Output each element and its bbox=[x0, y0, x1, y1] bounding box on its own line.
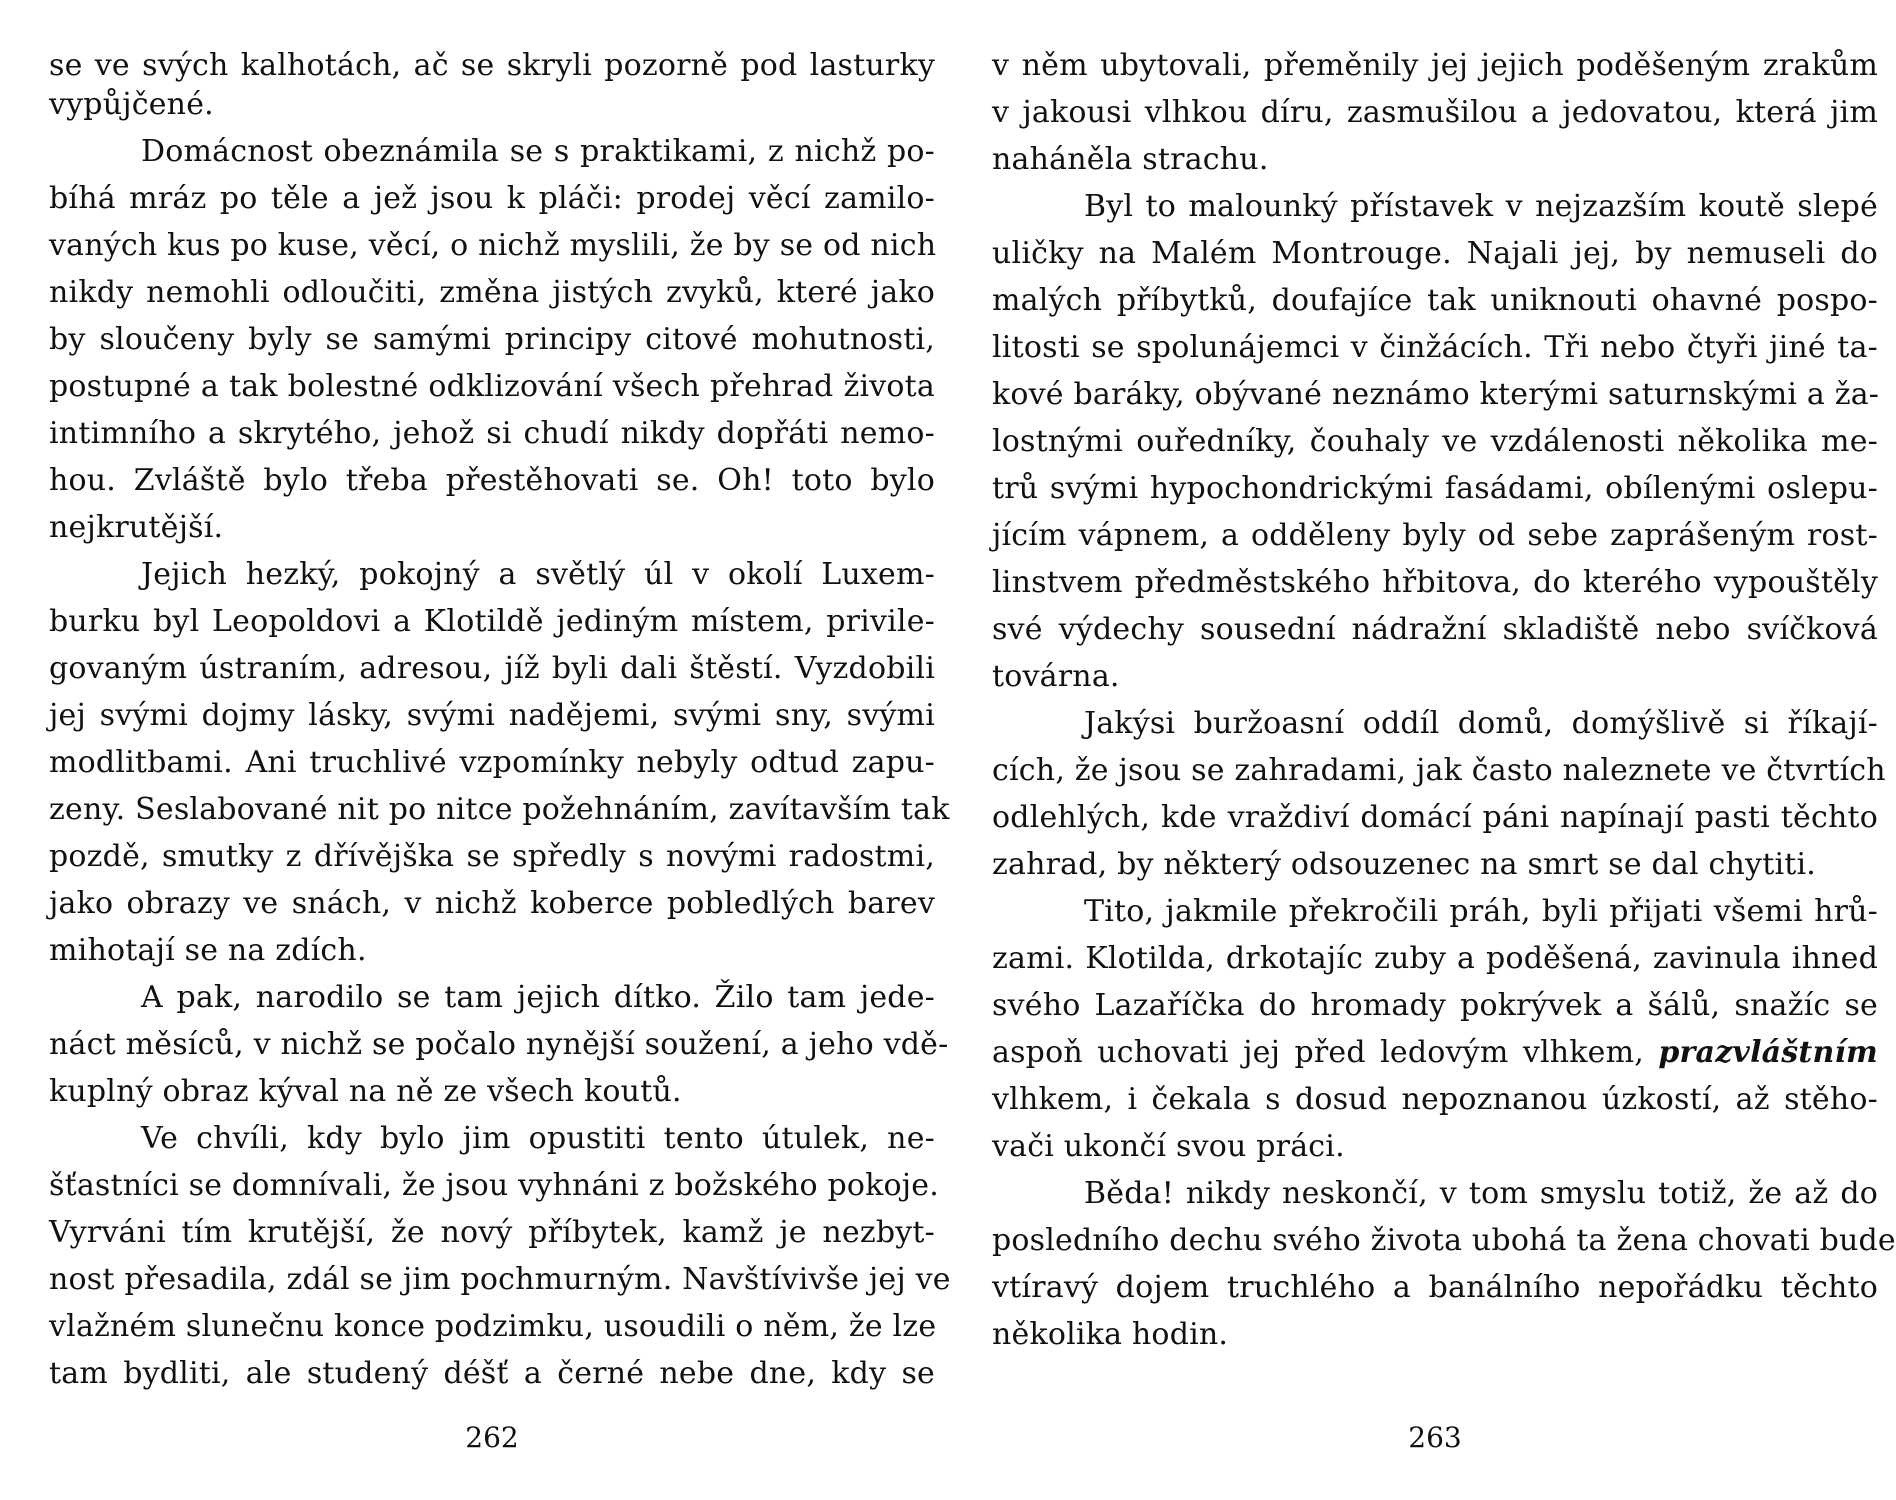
text-line: nejkrutější. bbox=[49, 510, 224, 545]
text-line: se ve svých kalhotách, ač se skryli pozorně pod lasturky bbox=[49, 48, 935, 83]
text-line: cích, že jsou se zahradami, jak často naleznete ve čtvrtích bbox=[992, 753, 1886, 788]
text-line: modlitbami. Ani truchlivé vzpomínky nebyly odtud zapu- bbox=[49, 745, 935, 780]
text-line: vlhkem, i čekala s dosud nepoznanou úzkostí, až stěho- bbox=[992, 1082, 1878, 1117]
text-line: Byl to malounký přístavek v nejzazším koutě slepé bbox=[1084, 189, 1878, 224]
text-line: zami. Klotilda, drkotajíc zuby a poděšená, zavinula ihned bbox=[992, 941, 1878, 976]
text-line: kuplný obraz kýval na ně ze všech koutů. bbox=[49, 1074, 682, 1109]
text-line: vaných kus po kuse, věcí, o nichž myslili, že by se od nich bbox=[49, 228, 937, 263]
text-line bbox=[992, 1027, 1878, 1079]
page-number: 262 bbox=[465, 1421, 519, 1454]
text-line: v něm ubytovali, přeměnily jej jejich poděšeným zrakům bbox=[992, 48, 1878, 83]
text-line: lostnými ouředníky, čouhaly ve vzdálenosti několika me- bbox=[992, 424, 1878, 459]
text-line-start: aspoň uchovati jej před ledovým vlhkem, bbox=[992, 1035, 1659, 1070]
text-line: uličky na Malém Montrouge. Najali jej, by nemuseli do bbox=[992, 236, 1878, 271]
text-line: litosti se spolunájemci v činžácích. Tři nebo čtyři jiné ta- bbox=[992, 330, 1878, 365]
text-line: trů svými hypochondrickými fasádami, obílenými oslepu- bbox=[992, 471, 1878, 506]
emphasized-word: prazvláštním bbox=[1658, 1035, 1878, 1070]
text-line: Jejich hezký, pokojný a světlý úl v okolí Luxem- bbox=[141, 557, 935, 592]
text-line: postupné a tak bolestné odklizování všech přehrad života bbox=[49, 369, 935, 404]
text-line: Běda! nikdy neskončí, v tom smyslu totiž, že až do bbox=[1084, 1176, 1878, 1211]
text-line: vlažném slunečnu konce podzimku, usoudili o něm, že lze bbox=[49, 1309, 937, 1344]
text-line: jako obrazy ve snách, v nichž koberce pobledlých barev bbox=[49, 886, 935, 921]
text-line: šťastníci se domnívali, že jsou vyhnáni z božského pokoje. bbox=[49, 1168, 939, 1203]
text-line: odlehlých, kde vraždiví domácí páni napínají pasti těchto bbox=[992, 800, 1878, 835]
text-line: zeny. Seslabované nit po nitce požehnáním, zavítavším tak bbox=[49, 792, 950, 827]
text-line: mihotají se na zdích. bbox=[49, 933, 367, 968]
text-line: pozdě, smutky z dřívějška se spředly s novými radostmi, bbox=[49, 839, 935, 874]
text-line: v jakousi vlhkou díru, zasmušilou a jedovatou, která jim bbox=[992, 95, 1878, 130]
text-line: vtíravý dojem truchlého a banálního nepořádku těchto bbox=[992, 1270, 1878, 1305]
text-line: svého Lazaříčka do hromady pokrývek a šálů, snažíc se bbox=[992, 988, 1878, 1023]
text-line: Jakýsi buržoasní oddíl domů, domýšlivě si říkají- bbox=[1084, 706, 1878, 741]
text-line: tam bydliti, ale studený déšť a černé nebe dne, kdy se bbox=[49, 1356, 935, 1391]
text-line: kové baráky, obývané neznámo kterými saturnskými a ža- bbox=[992, 377, 1880, 412]
right-page bbox=[992, 40, 1896, 1480]
text-line: A pak, narodilo se tam jejich dítko. Žilo tam jede- bbox=[141, 980, 935, 1015]
text-line: Vyrváni tím krutější, že nový příbytek, kamž je nezbyt- bbox=[49, 1215, 935, 1250]
text-line: naháněla strachu. bbox=[992, 142, 1269, 177]
text-line: své výdechy sousední nádražní skladiště nebo svíčková bbox=[992, 612, 1878, 647]
text-line: govaným ústraním, adresou, jíž byli dali štěstí. Vyzdobili bbox=[49, 651, 935, 686]
text-line: Domácnost obeznámila se s praktikami, z nichž po- bbox=[141, 134, 935, 169]
text-line: jej svými dojmy lásky, svými nadějemi, svými sny, svými bbox=[49, 698, 935, 733]
text-line: bíhá mráz po těle a jež jsou k pláči: prodej věcí zamilo- bbox=[49, 181, 935, 216]
text-line: Tito, jakmile překročili práh, byli přijati všemi hrů- bbox=[1084, 894, 1878, 929]
text-line: jícím vápnem, a odděleny byly od sebe zaprášeným rost- bbox=[992, 518, 1878, 553]
text-line: hou. Zvláště bylo třeba přestěhovati se. Oh! toto bylo bbox=[49, 463, 935, 498]
text-line: linstvem předměstského hřbitova, do kterého vypouštěly bbox=[992, 565, 1878, 600]
text-line: burku byl Leopoldovi a Klotildě jediným místem, privile- bbox=[49, 604, 935, 639]
text-line: vypůjčené. bbox=[49, 87, 214, 122]
text-line: Ve chvíli, kdy bylo jim opustiti tento útulek, ne- bbox=[141, 1121, 935, 1156]
text-line: by sloučeny byly se samými principy citové mohutnosti, bbox=[49, 322, 935, 357]
text-line: náct měsíců, v nichž se počalo nynější soužení, a jeho vdě- bbox=[49, 1027, 949, 1062]
text-line: několika hodin. bbox=[992, 1317, 1229, 1352]
left-page bbox=[49, 40, 951, 1480]
text-line: posledního dechu svého života ubohá ta žena chovati bude bbox=[992, 1223, 1896, 1258]
text-line: nikdy nemohli odloučiti, změna jistých zvyků, které jako bbox=[49, 275, 935, 310]
text-line: intimního a skrytého, jehož si chudí nikdy dopřáti nemo- bbox=[49, 416, 935, 451]
text-line: vači ukončí svou práci. bbox=[992, 1129, 1345, 1164]
text-line: malých příbytků, doufajíce tak uniknouti ohavné pospo- bbox=[992, 283, 1878, 318]
page-number: 263 bbox=[1408, 1421, 1462, 1454]
text-line: továrna. bbox=[992, 659, 1120, 694]
text-line: nost přesadila, zdál se jim pochmurným. Navštívivše jej ve bbox=[49, 1262, 951, 1297]
text-line: zahrad, by některý odsouzenec na smrt se dal chytiti. bbox=[992, 847, 1817, 882]
